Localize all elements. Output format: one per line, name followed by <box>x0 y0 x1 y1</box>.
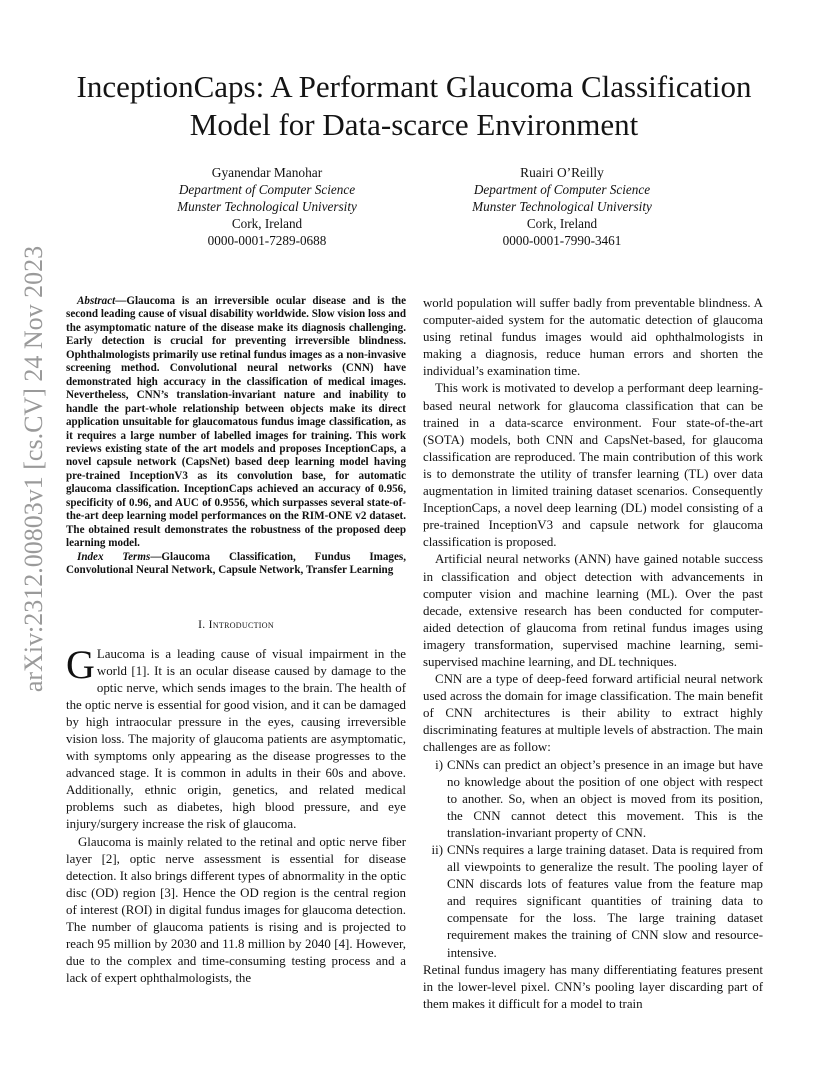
index-terms-label: Index Terms <box>77 550 151 563</box>
intro-paragraph-4: Artificial neural networks (ANN) have gained notable success in classification and object detection with advancements in computer vision and machine learning (ML). Over the past decade, extensive research has been conducted for computer-aided detection of glaucoma from retinal fundus images using imagery transformation, supervised machine learning, semi-supervised machine learning, and DL techniques. <box>423 552 763 669</box>
author-block-2 <box>412 164 712 249</box>
list-item-number: i) <box>435 757 443 772</box>
intro-paragraph-1-text: Laucoma is a leading cause of visual impairment in the world [1]. It is an ocular disease caused by damage to the optic nerve, which sends images to the brain. The health of the optic nerve is essential for good vision, and it can be damaged by high intraocular pressure in the eyes, causing irreversible vision loss. The majority of glaucoma patients are asymptomatic, with symptoms only appearing as the disease progresses to the advanced stage. It is common in adults in their 60s and above. Additionally, ethnic origin, genetics, and related medical problems such as diabetes, high blood pressure, and eye injury/surgery increase the risk of glaucoma. <box>66 646 406 832</box>
author-block-1 <box>117 164 417 249</box>
list-item-number: ii) <box>431 843 443 857</box>
author-name: Ruairi O’Reilly <box>520 165 604 180</box>
intro-paragraph-3: This work is motivated to develop a performant deep learning-based neural network for glaucoma classification that can be trained in a data-scarce environment. Four state-of-the-art (SOTA) models, both CNN and CapsNet-based, for glaucoma classification are reproduced. The main contribution of this work is to demonstrate the utility of transfer learning (TL) over data augmentation in limited training dataset scenarios. Consequently InceptionCaps, a novel deep learning (DL) model consisting of a pre-trained InceptionV3 and capsule network for glaucoma classification is proposed. <box>423 381 763 550</box>
abstract <box>66 295 406 551</box>
author-department: Department of Computer Science <box>473 182 651 197</box>
drop-cap: G <box>66 641 95 687</box>
author-location: Cork, Ireland <box>526 216 598 231</box>
author-university: Munster Technological University <box>472 199 652 214</box>
list-item <box>423 757 763 842</box>
right-column <box>423 295 763 1013</box>
arxiv-identifier-stamp: arXiv:2312.00803v1 [cs.CV] 24 Nov 2023 <box>19 245 48 693</box>
left-column <box>66 295 406 987</box>
list-item-text: CNNs can predict an object’s presence in an image but have no knowledge about the position of one object with respect to another. So, when an object is moved from its position, the CNN cannot detect this movement. This is the translation-invariant property of CNN. <box>447 757 763 840</box>
author-name: Gyanendar Manohar <box>211 165 323 180</box>
intro-paragraph-6: Retinal fundus imagery has many differentiating features present in the lower-level pixel. CNN’s pooling layer discarding part of them makes it difficult for a model to train <box>423 962 763 1011</box>
list-item-text: CNNs requires a large training dataset. Data is required from all viewpoints to generalize the result. The pooling layer of CNN discards lots of features value from the feature map and requires significant quantities of training data to compensate for the loss. The large training dataset requirement makes the training of CNN slow and resource-intensive. <box>447 843 763 960</box>
index-terms <box>66 551 406 578</box>
section-heading-introduction <box>66 618 406 632</box>
author-orcid: 0000-0001-7990-3461 <box>502 233 622 248</box>
author-department: Department of Computer Science <box>178 182 356 197</box>
paper-title: InceptionCaps: A Performant Glaucoma Classification Model for Data-scarce Environment <box>76 69 752 142</box>
author-orcid: 0000-0001-7289-0688 <box>207 233 327 248</box>
abstract-label: Abstract <box>77 295 116 307</box>
intro-paragraph-2: Glaucoma is mainly related to the retinal and optic nerve fiber layer [2], optic nerve assessment is essential for disease detection. It also brings different types of abnormality in the optic disc (OD) region [3]. Hence the OD region is the central region of interest (ROI) in digital fundus images for glaucoma detection. The number of glaucoma patients is rising and is projected to reach 95 million by 2030 and 11.8 million by 2040 [4]. However, due to the complex and time-consuming testing process and a lack of expert ophthalmologists, the <box>66 834 406 986</box>
section-title: Introduction <box>208 617 274 631</box>
section-numeral: I. <box>198 617 206 631</box>
challenges-list <box>423 757 763 962</box>
intro-paragraph-1 <box>66 641 406 834</box>
author-location: Cork, Ireland <box>231 216 303 231</box>
author-university: Munster Technological University <box>177 199 357 214</box>
index-terms-text: —Glaucoma Classification, Fundus Images, Convolutional Neural Network, Capsule Network, Transfer Learning <box>66 550 406 577</box>
abstract-text: —Glaucoma is an irreversible ocular disease and is the second leading cause of visual disability worldwide. Slow vision loss and the asymptomatic nature of the disease make its diagnosis challenging. Early detection is crucial for preventing irreversible blindness. Ophthalmologists primarily use retinal fundus images as a non-invasive screening method. Convolutional neural networks (CNN) have demonstrated high accuracy in the classification of medical images. Nevertheless, CNN’s translation-invariant nature and inability to handle the part-whole relationship between objects make its direct application unsuitable for glaucomatous fundus image classification, as it requires a large number of labelled images for training. This work reviews existing state of the art models and proposes InceptionCaps, a novel capsule network (CapsNet) based deep learning model having pre-trained InceptionV3 as its convolution base, for automatic glaucoma classification. InceptionCaps achieved an accuracy of 0.956, specificity of 0.96, and AUC of 0.9556, which surpasses several state-of-the-art deep learning model performances on the RIM-ONE v2 dataset. The obtained result demonstrates the robustness of the proposed deep learning model. <box>66 295 406 550</box>
intro-paragraph-2-continued: world population will suffer badly from preventable blindness. A computer-aided system for the automatic detection of glaucoma using retinal fundus images would aid ophthalmologists in making a diagnosis, reduce human errors and shorten the individual’s examination time. <box>423 296 763 379</box>
list-item <box>423 842 763 962</box>
intro-paragraph-5: CNN are a type of deep-feed forward artificial neural network used across the domain for image classification. The main benefit of CNN architectures is their ability to extract highly discriminating features at multiple levels of abstraction. The main challenges are as follow: <box>423 672 763 755</box>
